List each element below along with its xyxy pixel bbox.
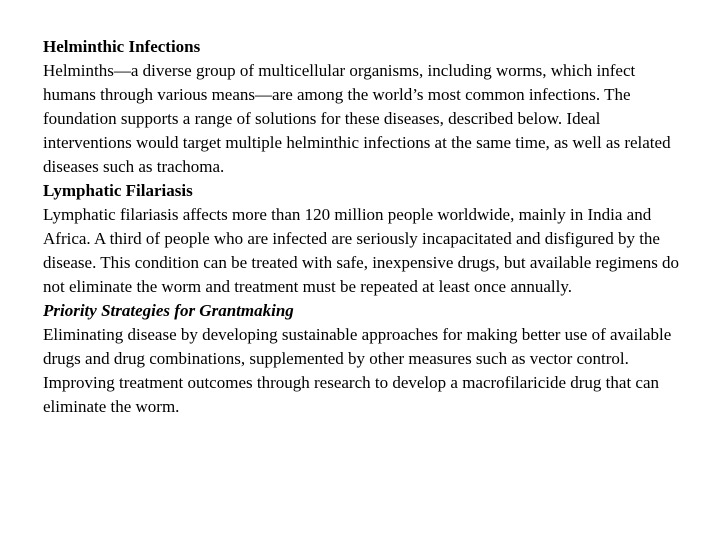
strategy-item: Improving treatment outcomes through research to develop a macrofilaricide drug that can eliminate the worm. — [43, 373, 660, 416]
intro-paragraph: Helminths—a diverse group of multicellular organisms, including worms, which infect humans through various means—are among the world’s most common infections. The foundation supports a range of solutions for these diseases, described below. Ideal interventions would target multiple helminthic infections at the same time, as well as related diseases such as trachoma. — [43, 61, 671, 176]
document-title: Helminthic Infections — [43, 37, 201, 56]
strategies-heading: Priority Strategies for Grantmaking — [43, 301, 294, 320]
section-paragraph: Lymphatic filariasis affects more than 120 million people worldwide, mainly in India and Africa. A third of people who are infected are seriously incapacitated and disfigured by the disease. This condition can be treated with safe, inexpensive drugs, but available regimens do not eliminate the worm and treatment must be repeated at least once annually. — [43, 205, 680, 296]
document-body — [43, 35, 683, 419]
strategy-item: Eliminating disease by developing sustainable approaches for making better use of available drugs and drug combinations, supplemented by other measures such as vector control. — [43, 325, 672, 368]
section-heading: Lymphatic Filariasis — [43, 181, 193, 200]
